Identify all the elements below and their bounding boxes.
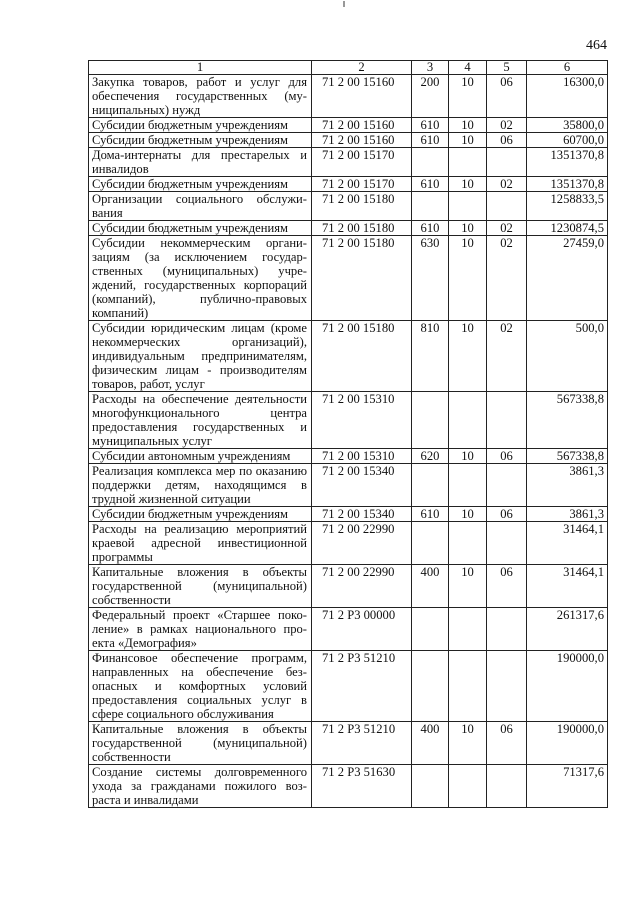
row-col-3: 620: [412, 449, 449, 464]
row-amount: 16300,0: [527, 75, 608, 118]
table-row: [89, 722, 608, 765]
table-row: [89, 464, 608, 507]
row-col-4: 10: [449, 221, 487, 236]
table-row: [89, 148, 608, 177]
row-col-4: 10: [449, 177, 487, 192]
row-amount: 261317,6: [527, 608, 608, 651]
page-number: 464: [586, 38, 607, 53]
row-col-3: [412, 192, 449, 221]
row-amount: 500,0: [527, 321, 608, 392]
header-col-3: 3: [412, 61, 449, 75]
row-col-5: [487, 522, 527, 565]
row-code: 71 2 00 15340: [312, 507, 412, 522]
table-body: [89, 75, 608, 808]
row-col-4: [449, 392, 487, 449]
row-name: Субсидии автономным учреждениям: [89, 449, 312, 464]
row-amount: 190000,0: [527, 722, 608, 765]
row-amount: 31464,1: [527, 522, 608, 565]
row-col-3: 610: [412, 221, 449, 236]
row-code: 71 2 00 22990: [312, 565, 412, 608]
row-code: 71 2 00 15180: [312, 236, 412, 321]
row-amount: 190000,0: [527, 651, 608, 722]
row-amount: 1351370,8: [527, 177, 608, 192]
row-name: Субсидии бюджетным учреждениям: [89, 177, 312, 192]
row-name: Организации социального обслуживания: [89, 192, 312, 221]
row-col-3: [412, 608, 449, 651]
row-col-4: [449, 464, 487, 507]
budget-table: [88, 60, 608, 808]
row-code: 71 2 00 15170: [312, 177, 412, 192]
row-col-5: 06: [487, 449, 527, 464]
row-col-5: 06: [487, 507, 527, 522]
row-col-5: 02: [487, 118, 527, 133]
row-name: Капитальные вложения в объекты государственной (муниципальной) собственности: [89, 722, 312, 765]
table-row: [89, 321, 608, 392]
row-code: 71 2 00 15180: [312, 221, 412, 236]
row-col-3: 400: [412, 565, 449, 608]
row-name: Субсидии бюджетным учреждениям: [89, 221, 312, 236]
header-col-1: 1: [89, 61, 312, 75]
table-row: [89, 449, 608, 464]
table-row: [89, 765, 608, 808]
table-row: [89, 522, 608, 565]
row-col-3: 200: [412, 75, 449, 118]
row-col-3: 610: [412, 118, 449, 133]
table-row: [89, 565, 608, 608]
row-code: 71 2 00 15170: [312, 148, 412, 177]
row-code: 71 2 00 15340: [312, 464, 412, 507]
row-code: 71 2 Р3 51630: [312, 765, 412, 808]
row-col-4: [449, 522, 487, 565]
row-col-4: 10: [449, 722, 487, 765]
row-col-5: [487, 464, 527, 507]
row-col-4: [449, 651, 487, 722]
row-name: Федеральный проект «Старшее поколение» в рамках национального проекта «Демография»: [89, 608, 312, 651]
row-col-3: [412, 651, 449, 722]
row-col-4: 10: [449, 75, 487, 118]
row-col-4: 10: [449, 321, 487, 392]
row-col-5: [487, 392, 527, 449]
row-name: Субсидии бюджетным учреждениям: [89, 507, 312, 522]
table-row: [89, 651, 608, 722]
row-name: Субсидии некоммерческим организациям (за исключением государственных (муниципальных) учреждений, государственных корпораций (компаний), публично-правовых компаний): [89, 236, 312, 321]
row-col-3: 610: [412, 507, 449, 522]
row-amount: 35800,0: [527, 118, 608, 133]
row-col-3: [412, 765, 449, 808]
row-col-3: [412, 522, 449, 565]
header-col-6: 6: [527, 61, 608, 75]
row-code: 71 2 00 15160: [312, 75, 412, 118]
table-row: [89, 236, 608, 321]
row-name: Дома-интернаты для престарелых и инвалидов: [89, 148, 312, 177]
row-amount: 3861,3: [527, 507, 608, 522]
row-code: 71 2 Р3 51210: [312, 651, 412, 722]
row-col-3: 610: [412, 177, 449, 192]
row-col-5: 06: [487, 565, 527, 608]
row-name: Реализация комплекса мер по оказанию поддержки детям, находящимся в трудной жизненной ситуации: [89, 464, 312, 507]
row-col-5: [487, 608, 527, 651]
row-code: 71 2 Р3 51210: [312, 722, 412, 765]
row-col-4: 10: [449, 236, 487, 321]
row-col-5: 06: [487, 133, 527, 148]
row-name: Расходы на обеспечение деятельности многофункционального центра предоставления государственных и муниципальных услуг: [89, 392, 312, 449]
row-col-4: 10: [449, 449, 487, 464]
row-col-5: [487, 765, 527, 808]
row-amount: 1351370,8: [527, 148, 608, 177]
row-col-3: 400: [412, 722, 449, 765]
header-col-5: 5: [487, 61, 527, 75]
row-code: 71 2 00 15180: [312, 192, 412, 221]
row-amount: 3861,3: [527, 464, 608, 507]
table-row: [89, 133, 608, 148]
table-row: [89, 507, 608, 522]
row-name: Субсидии юридическим лицам (кроме некоммерческих организаций), индивидуальным предпринимателям, физическим лицам - производителям товаров, работ, услуг: [89, 321, 312, 392]
scan-edge-mark: [343, 1, 345, 7]
table-row: [89, 75, 608, 118]
row-name: Создание системы долговременного ухода за гражданами пожилого возраста и инвалидами: [89, 765, 312, 808]
table-row: [89, 392, 608, 449]
row-amount: 567338,8: [527, 449, 608, 464]
row-code: 71 2 00 15160: [312, 118, 412, 133]
row-col-4: 10: [449, 118, 487, 133]
row-col-4: [449, 148, 487, 177]
row-col-5: [487, 192, 527, 221]
row-col-5: [487, 148, 527, 177]
row-col-3: 630: [412, 236, 449, 321]
table-row: [89, 177, 608, 192]
row-amount: 1230874,5: [527, 221, 608, 236]
row-col-4: 10: [449, 133, 487, 148]
row-amount: 31464,1: [527, 565, 608, 608]
row-col-5: 02: [487, 221, 527, 236]
row-name: Субсидии бюджетным учреждениям: [89, 133, 312, 148]
table-row: [89, 608, 608, 651]
row-col-3: 810: [412, 321, 449, 392]
row-col-5: 02: [487, 177, 527, 192]
row-col-5: 02: [487, 236, 527, 321]
row-code: 71 2 00 22990: [312, 522, 412, 565]
header-col-2: 2: [312, 61, 412, 75]
row-name: Расходы на реализацию мероприятий краевой адресной инвестиционной программы: [89, 522, 312, 565]
row-name: Капитальные вложения в объекты государственной (муниципальной) собственности: [89, 565, 312, 608]
row-code: 71 2 00 15310: [312, 449, 412, 464]
row-amount: 1258833,5: [527, 192, 608, 221]
row-col-3: 610: [412, 133, 449, 148]
row-amount: 567338,8: [527, 392, 608, 449]
row-amount: 27459,0: [527, 236, 608, 321]
row-code: 71 2 00 15310: [312, 392, 412, 449]
row-col-5: 02: [487, 321, 527, 392]
table-row: [89, 118, 608, 133]
row-col-4: 10: [449, 565, 487, 608]
row-name: Финансовое обеспечение программ, направленных на обеспечение безопасных и комфортных условий предоставления социальных услуг в сфере социального обслуживания: [89, 651, 312, 722]
row-col-4: [449, 608, 487, 651]
row-code: 71 2 00 15180: [312, 321, 412, 392]
row-code: 71 2 Р3 00000: [312, 608, 412, 651]
row-col-3: [412, 148, 449, 177]
header-col-4: 4: [449, 61, 487, 75]
row-col-5: [487, 651, 527, 722]
row-col-4: [449, 765, 487, 808]
row-amount: 71317,6: [527, 765, 608, 808]
row-col-3: [412, 392, 449, 449]
row-name: Закупка товаров, работ и услуг для обеспечения государственных (муниципальных) нужд: [89, 75, 312, 118]
row-code: 71 2 00 15160: [312, 133, 412, 148]
row-name: Субсидии бюджетным учреждениям: [89, 118, 312, 133]
table-row: [89, 192, 608, 221]
row-amount: 60700,0: [527, 133, 608, 148]
row-col-4: [449, 192, 487, 221]
row-col-3: [412, 464, 449, 507]
row-col-4: 10: [449, 507, 487, 522]
row-col-5: 06: [487, 722, 527, 765]
row-col-5: 06: [487, 75, 527, 118]
table-row: [89, 221, 608, 236]
table-header-row: [89, 61, 608, 75]
